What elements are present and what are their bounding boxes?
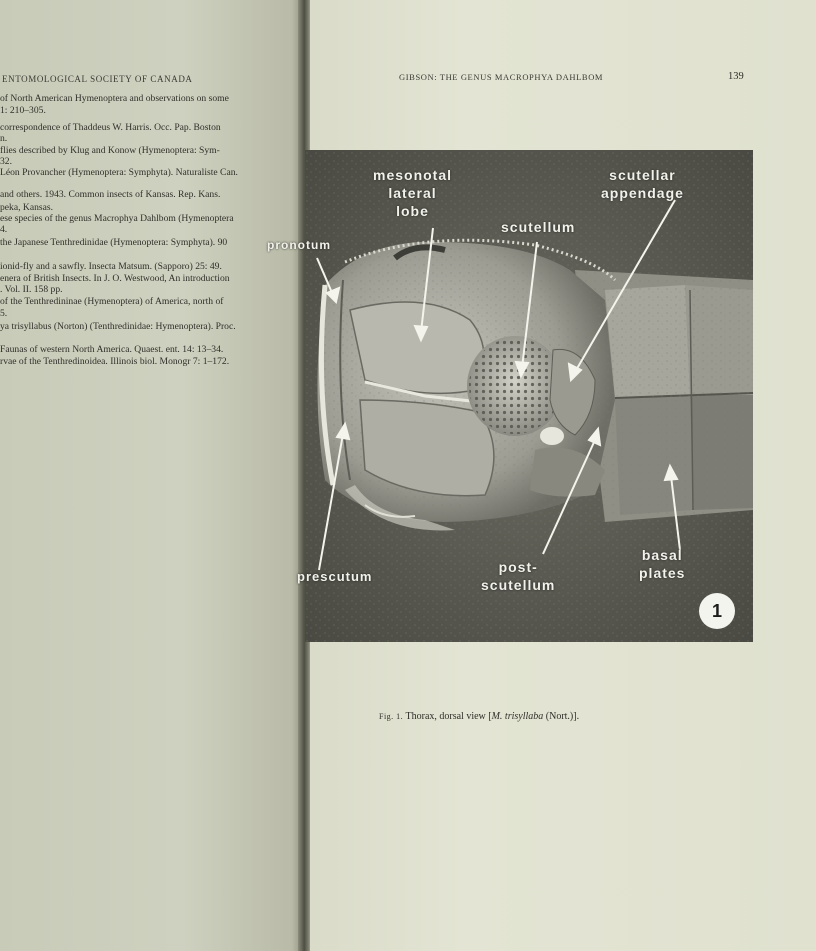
reference-line: of North American Hymenoptera and observations on some (0, 93, 229, 104)
running-head-left: ENTOMOLOGICAL SOCIETY OF CANADA (2, 74, 193, 84)
reference-line: Léon Provancher (Hymenoptera: Symphyta). Naturaliste Can. (0, 167, 238, 178)
reference-line: and others. 1943. Common insects of Kansas. Rep. Kans. (0, 189, 221, 200)
reference-line: rvae of the Tenthredinoidea. Illinois biol. Monogr 7: 1–172. (0, 356, 230, 367)
label-scutellum: scutellum (501, 219, 576, 235)
label-mesonotal-lateral-lobe: mesonotal lateral lobe (373, 167, 453, 219)
running-head-right: GIBSON: THE GENUS MACROPHYA DAHLBOM (399, 72, 604, 82)
reference-line: of the Tenthredininae (Hymenoptera) of America, north of (0, 296, 224, 307)
label-basal-plates: basal plates (639, 547, 686, 581)
reference-line: ya trisyllabus (Norton) (Tenthredinidae: Hymenoptera). Proc. (0, 321, 236, 332)
reference-line: ionid-fly and a sawfly. Insecta Matsum. (Sapporo) 25: 49. (0, 261, 222, 272)
figure-caption (379, 711, 579, 722)
label-post-scutellum: post- scutellum (481, 559, 556, 593)
reference-line: 5. (0, 308, 8, 319)
reference-line: 4. (0, 224, 8, 235)
label-prescutum: prescutum (297, 569, 373, 584)
figure-number-badge: 1 (699, 593, 735, 629)
caption-text: Thorax, dorsal view [ (405, 711, 492, 722)
reference-line: the Japanese Tenthredinidae (Hymenoptera: Symphyta). 90 (0, 237, 228, 248)
caption-suffix: (Nort.)]. (543, 711, 580, 722)
reference-line: correspondence of Thaddeus W. Harris. Occ. Pap. Boston (0, 122, 221, 133)
reference-line: enera of British Insects. In J. O. Westwood, An introduction (0, 273, 230, 284)
reference-line: Faunas of western North America. Quaest. ent. 14: 13–34. (0, 344, 224, 355)
sem-micrograph-figure (267, 150, 753, 642)
reference-line: 32. (0, 156, 12, 167)
label-pronotum: pronotum (267, 238, 331, 252)
reference-line: 1: 210–305. (0, 105, 46, 116)
reference-line: . Vol. II. 158 pp. (0, 284, 63, 295)
reference-line: flies described by Klug and Konow (Hymenoptera: Sym- (0, 145, 220, 156)
label-scutellar-appendage: scutellar appendage (601, 167, 684, 201)
page-number: 139 (728, 71, 744, 82)
right-page (267, 0, 816, 951)
left-page (0, 0, 304, 951)
reference-line: n. (0, 133, 8, 144)
caption-prefix: Fig. 1. (379, 712, 404, 721)
reference-line: peka, Kansas. (0, 202, 54, 213)
reference-line: ese species of the genus Macrophya Dahlbom (Hymenoptera (0, 213, 234, 224)
caption-species: M. trisyllaba (491, 711, 544, 722)
